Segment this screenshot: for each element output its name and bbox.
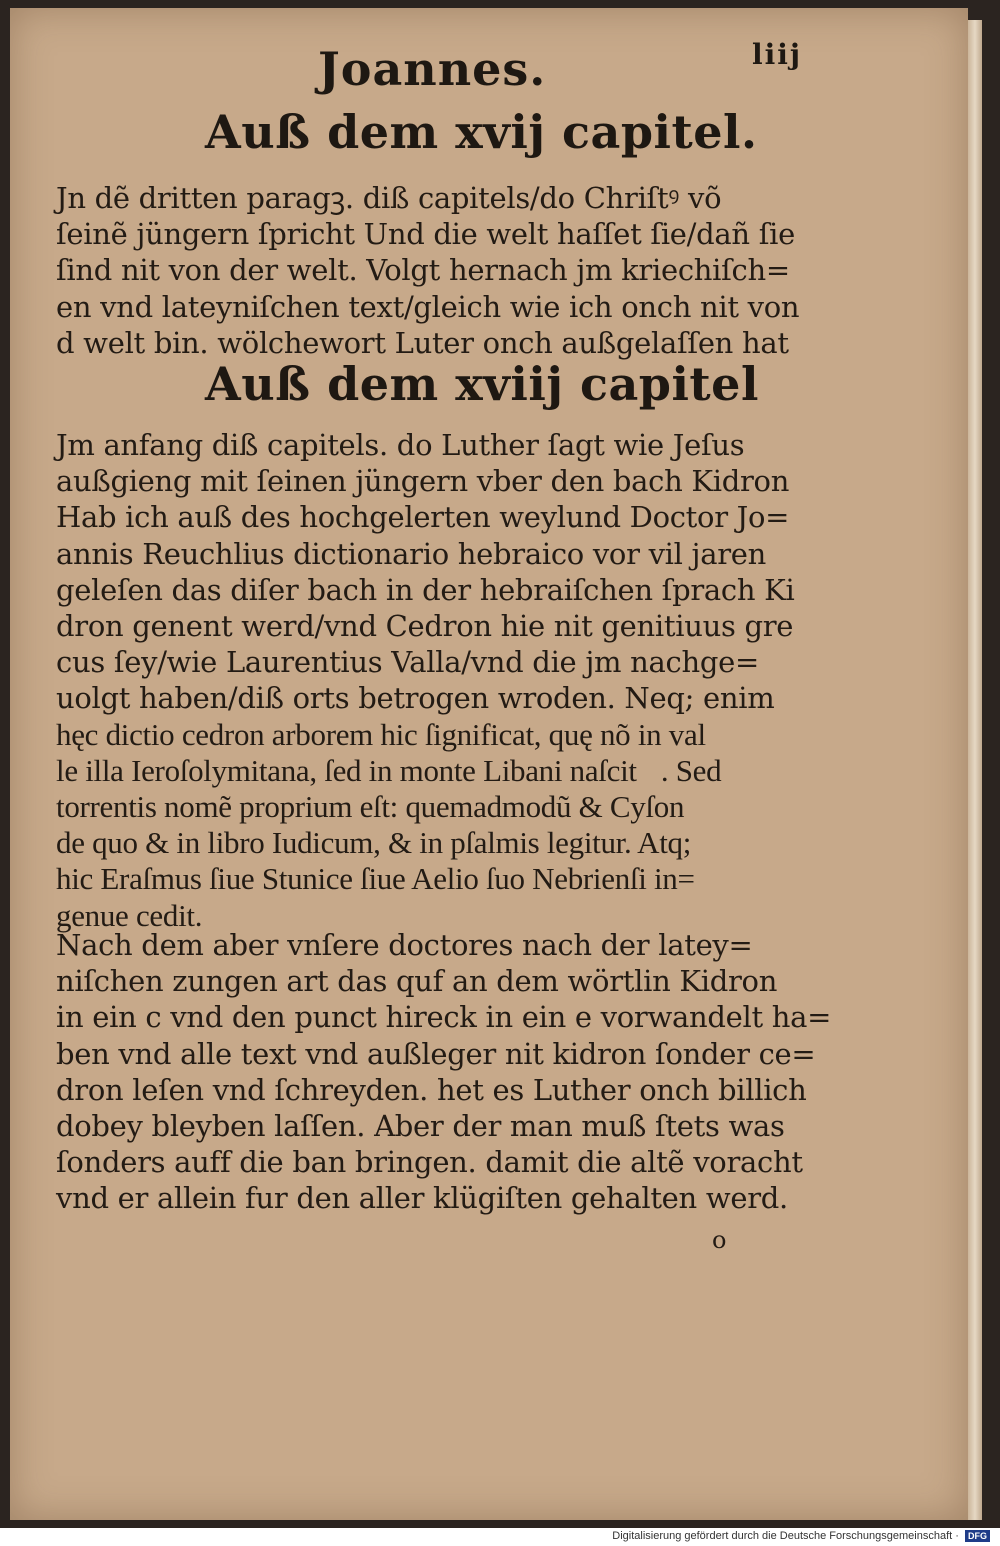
text-line: geleſen das diſer bach in der hebraiſchen ſprach Ki [56, 572, 795, 607]
latin-line: le illa Ieroſolymitana, ſed in monte Libani naſcit᷑. Sed [56, 752, 722, 788]
dfg-logo: DFG [965, 1530, 990, 1542]
text-line: niſchen zungen art das quf an dem wörtlin Kidron [56, 964, 778, 999]
credit-text: Digitalisierung gefördert durch die Deutsche Forschungsgemeinschaft · [612, 1530, 959, 1542]
text-line: Hab ich auß des hochgelerten weylund Doctor Jo= [56, 500, 790, 535]
text-line: Jm anfang diß capitels. do Luther ſagt wie Jeſus [56, 428, 745, 462]
text-line: vnd er allein fur den aller klügiſten gehalten werd. [56, 1181, 788, 1216]
latin-line: de quo & in libro Iudicum, & in pſalmis legitur. Atq; [56, 825, 692, 861]
latin-line: genue cedit. [56, 897, 203, 933]
text-line: cus ſey/wie Laurentius Valla/vnd die jm nachge= [56, 645, 759, 680]
text-line: ben vnd alle text vnd außleger nit kidron ſonder ce= [56, 1036, 816, 1071]
text-block-3 [56, 927, 832, 1217]
text-line: en vnd lateyniſchen text/gleich wie ich onch nit von [56, 289, 800, 324]
text-block-2 [56, 427, 796, 934]
text-line: dobey bleyben laſſen. Aber der man muß ſtets was [56, 1109, 785, 1144]
latin-line: hęc dictio cedron arborem hic ſignificat, quę nõ in val [56, 716, 706, 752]
latin-line: torrentis nomẽ proprium eſt: quemadmodũ & Cyſon [56, 789, 685, 825]
text-line: in ein c vnd den punct hireck in ein e vorwandelt ha= [56, 1000, 832, 1035]
text-line: dron leſen vnd ſchreyden. het es Luther onch billich [56, 1072, 807, 1107]
text-line: Jn dẽ dritten paragꝫ. diß capitels/do Chriſtꝰ võ [56, 181, 722, 215]
latin-line: hic Eraſmus ſiue Stunice ſiue Aelio ſuo Nebrienſi in= [56, 861, 695, 897]
digitization-credit [0, 1530, 990, 1542]
page-edge [968, 20, 982, 1520]
text-line: dron genent werd/vnd Cedron hie nit genitiuus gre [56, 609, 794, 644]
text-line: außgieng mit ſeinen jüngern vber den bach Kidron [56, 464, 790, 499]
folio-number: liij [752, 38, 803, 71]
text-line: annis Reuchlius dictionario hebraico vor vil jaren [56, 536, 767, 571]
text-line: ſeinẽ jüngern ſpricht Und die welt haſſet ſie/dañ ſie [56, 217, 795, 252]
chapter-heading-18: Auß dem xviij capitel [205, 357, 759, 411]
text-line: ſonders auff die ban bringen. damit die altẽ voracht [56, 1145, 803, 1180]
signature-mark: o [712, 1226, 727, 1254]
text-line: ſind nit von der welt. Volgt hernach jm kriechiſch= [56, 253, 790, 288]
text-line: uolgt haben/diß orts betrogen wroden. Neq; enim [56, 681, 775, 716]
running-head: Joannes. [318, 42, 547, 96]
chapter-heading-17: Auß dem xvij capitel. [205, 105, 758, 159]
text-line: Nach dem aber vnſere doctores nach der latey= [56, 928, 753, 962]
text-block-1 [56, 180, 800, 361]
text-line: d welt bin. wölchewort Luter onch außgelaſſen hat [56, 325, 789, 360]
